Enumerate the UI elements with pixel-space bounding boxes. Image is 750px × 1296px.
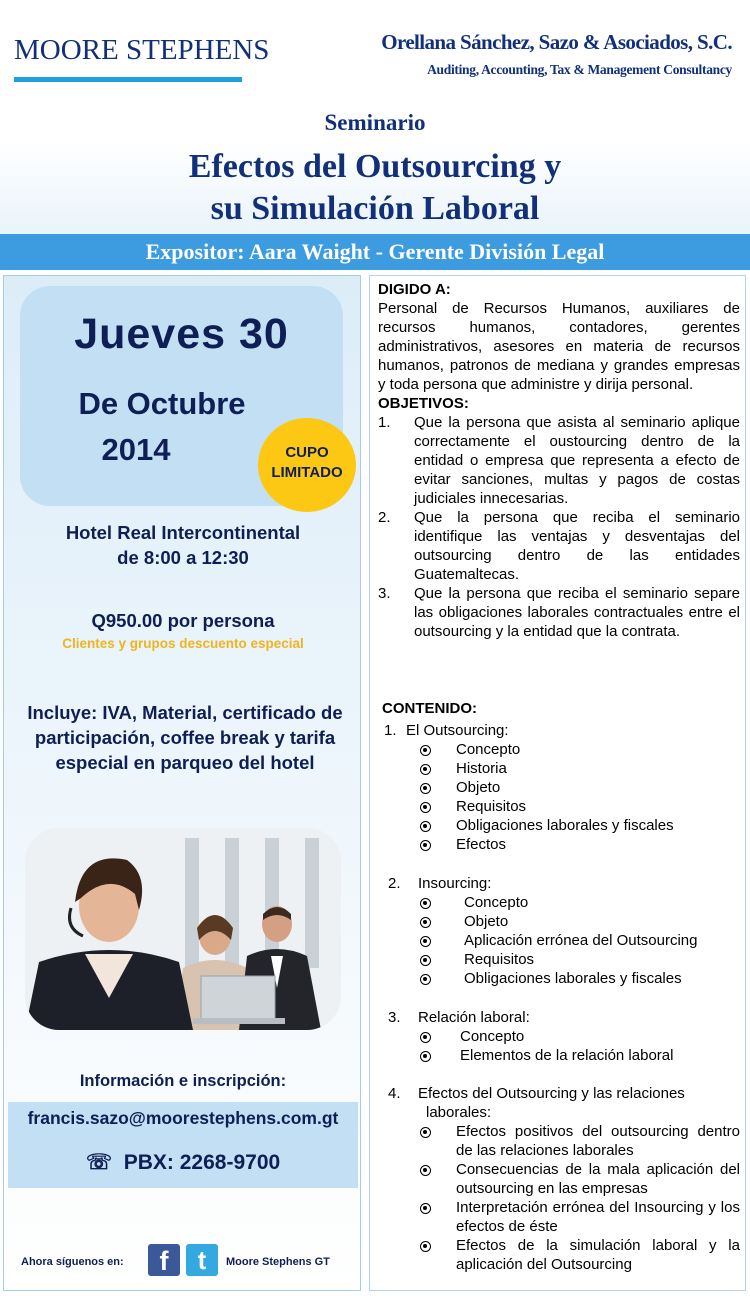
list-item-text: Efectos positivos del outsourcing dentro de las relaciones laborales bbox=[456, 1123, 740, 1159]
bullet-icon bbox=[420, 764, 431, 775]
section-number: 4. bbox=[388, 1085, 401, 1102]
list-item bbox=[420, 1122, 740, 1160]
bullet-icon bbox=[420, 1241, 431, 1252]
list-item bbox=[420, 1027, 524, 1046]
objetivos-heading: OBJETIVOS: bbox=[378, 395, 469, 412]
business-people-photo bbox=[25, 828, 341, 1030]
list-item bbox=[420, 740, 520, 759]
speaker-banner: Expositor: Aara Waight - Gerente División Legal bbox=[0, 234, 750, 270]
section-insourcing bbox=[388, 874, 491, 893]
venue-time: de 8:00 a 12:30 bbox=[117, 547, 249, 568]
limited-seats-badge bbox=[258, 418, 356, 512]
list-item-text: Efectos de la simulación laboral y la aplicación del Outsourcing bbox=[456, 1237, 740, 1273]
objetivo-number: 1. bbox=[378, 414, 391, 431]
dirigido-heading: DIGIDO A: bbox=[378, 281, 451, 298]
bullet-icon bbox=[420, 783, 431, 794]
bullet-icon bbox=[420, 898, 431, 909]
section-number: 2. bbox=[388, 875, 401, 892]
logo-underline bbox=[14, 77, 242, 82]
list-item bbox=[420, 759, 507, 778]
objetivo-number: 2. bbox=[378, 509, 391, 526]
social-account-name: Moore Stephens GT bbox=[226, 1256, 330, 1268]
list-item-text: Concepto bbox=[464, 894, 529, 911]
date-year: 2014 bbox=[101, 432, 171, 467]
dirigido-text: Personal de Recursos Humanos, auxiliares de recursos humanos, contadores, gerentes administrativos, asesores en materia de recursos humanos, patronos de mediana y grandes empresas y toda persona que administre y dirija personal. bbox=[378, 300, 740, 393]
bullet-icon bbox=[420, 840, 431, 851]
list-item bbox=[420, 931, 697, 950]
list-item-text: Obligaciones laborales y fiscales bbox=[456, 817, 674, 834]
discount-note: Clientes y grupos descuento especial bbox=[62, 636, 304, 651]
bullet-icon bbox=[420, 936, 431, 947]
bullet-icon bbox=[420, 802, 431, 813]
section-title: Efectos del Outsourcing y las relaciones bbox=[418, 1085, 685, 1102]
objetivo-1 bbox=[378, 413, 740, 508]
seminar-content-panel bbox=[369, 275, 746, 1291]
objetivo-2 bbox=[378, 508, 740, 584]
list-item bbox=[420, 912, 508, 931]
list-item-text: Interpretación errónea del Insourcing y los efectos de éste bbox=[456, 1199, 740, 1235]
badge-line-2: LIMITADO bbox=[271, 464, 343, 481]
venue bbox=[4, 520, 362, 570]
list-item-text: Historia bbox=[456, 760, 507, 777]
list-item bbox=[420, 797, 526, 816]
objetivo-3 bbox=[378, 584, 740, 641]
page-title bbox=[0, 146, 750, 230]
list-item-text: Concepto bbox=[456, 741, 521, 758]
list-item bbox=[420, 835, 506, 854]
section-relacion-laboral bbox=[388, 1008, 530, 1027]
contenido-heading: CONTENIDO: bbox=[382, 700, 477, 717]
list-item-text: Concepto bbox=[460, 1028, 525, 1045]
list-item-text: Consecuencias de la mala aplicación del outsourcing en las empresas bbox=[456, 1161, 740, 1197]
objetivo-text: Que la persona que reciba el seminario identifique las ventajas y desventajas del outsourcing dentro de las entidades Guatemaltecas. bbox=[414, 509, 740, 583]
phone-number[interactable] bbox=[8, 1150, 358, 1175]
facebook-icon[interactable]: f bbox=[148, 1244, 180, 1276]
venue-name: Hotel Real Intercontinental bbox=[65, 522, 301, 543]
section-number: 3. bbox=[388, 1009, 401, 1026]
follow-label: Ahora síguenos en: bbox=[21, 1256, 124, 1268]
list-item-text: Objeto bbox=[464, 913, 509, 930]
list-item-text: Efectos bbox=[456, 836, 507, 853]
title-line-2: su Simulación Laboral bbox=[210, 190, 540, 227]
objetivo-number: 3. bbox=[378, 585, 391, 602]
header bbox=[0, 0, 750, 236]
date-month: De Octubre bbox=[78, 386, 246, 421]
objetivo-text: Que la persona que reciba el seminario separe las obligaciones laborales contractuales entre el outsourcing y la entidad que la contrata. bbox=[414, 585, 740, 640]
section-title: Insourcing: bbox=[418, 875, 492, 892]
moore-stephens-logo[interactable]: MOORE STEPHENS bbox=[14, 34, 270, 66]
list-item-text: Objeto bbox=[456, 779, 501, 796]
list-item bbox=[420, 778, 500, 797]
includes-text: Incluye: IVA, Material, certificado de participación, coffee break y tarifa especial en parqueo del hotel bbox=[27, 702, 343, 773]
title-line-1: Efectos del Outsourcing y bbox=[188, 148, 562, 185]
dirigido-section bbox=[378, 280, 740, 641]
bullet-icon bbox=[420, 1165, 431, 1176]
list-item bbox=[420, 1046, 673, 1065]
list-item-text: Aplicación errónea del Outsourcing bbox=[464, 932, 698, 949]
date-day: Jueves 30 bbox=[74, 310, 289, 358]
section-title: El Outsourcing: bbox=[406, 722, 509, 739]
twitter-icon[interactable]: t bbox=[186, 1244, 218, 1276]
section-title: Relación laboral: bbox=[418, 1009, 530, 1026]
list-item-text: Elementos de la relación laboral bbox=[460, 1047, 674, 1064]
event-type: Seminario bbox=[324, 110, 426, 135]
contact-box bbox=[8, 1102, 358, 1188]
list-item-text: Requisitos bbox=[456, 798, 527, 815]
bullet-icon bbox=[420, 821, 431, 832]
list-item bbox=[420, 1198, 740, 1236]
list-item bbox=[420, 950, 534, 969]
bullet-icon bbox=[420, 917, 431, 928]
section-number: 1. bbox=[384, 722, 397, 739]
phone-icon: ☏ bbox=[85, 1151, 124, 1174]
bullet-icon bbox=[420, 1032, 431, 1043]
bullet-icon bbox=[420, 1203, 431, 1214]
bullet-icon bbox=[420, 1051, 431, 1062]
bullet-icon bbox=[420, 1127, 431, 1138]
section-title-cont: laborales: bbox=[426, 1104, 492, 1121]
list-item bbox=[420, 1160, 740, 1198]
list-item bbox=[420, 816, 674, 835]
bullet-icon bbox=[420, 955, 431, 966]
photo-illustration bbox=[25, 828, 341, 1030]
list-item bbox=[420, 893, 528, 912]
bullet-icon bbox=[420, 974, 431, 985]
list-item bbox=[420, 1236, 740, 1274]
price: Q950.00 por persona bbox=[91, 610, 275, 631]
section-outsourcing bbox=[384, 721, 509, 740]
firm-name: Orellana Sánchez, Sazo & Asociados, S.C. bbox=[381, 30, 732, 54]
badge-line-1: CUPO bbox=[285, 444, 329, 461]
section-efectos bbox=[388, 1084, 738, 1122]
info-label: Información e inscripción: bbox=[79, 1072, 287, 1090]
list-item-text: Obligaciones laborales y fiscales bbox=[464, 970, 682, 987]
firm-tagline: Auditing, Accounting, Tax & Management Consultancy bbox=[427, 62, 732, 77]
event-details-panel bbox=[3, 275, 361, 1291]
objetivo-text: Que la persona que asista al seminario aplique correctamente el oustourcing dentro de la entidad o empresa que representa a efecto de evitar sanciones, multas y pagos de costas judiciales innecesarias. bbox=[414, 414, 740, 507]
bullet-icon bbox=[420, 745, 431, 756]
list-item bbox=[420, 969, 682, 988]
phone-text: PBX: 2268-9700 bbox=[123, 1151, 281, 1174]
email-link[interactable]: francis.sazo@moorestephens.com.gt bbox=[27, 1108, 339, 1128]
list-item-text: Requisitos bbox=[464, 951, 535, 968]
